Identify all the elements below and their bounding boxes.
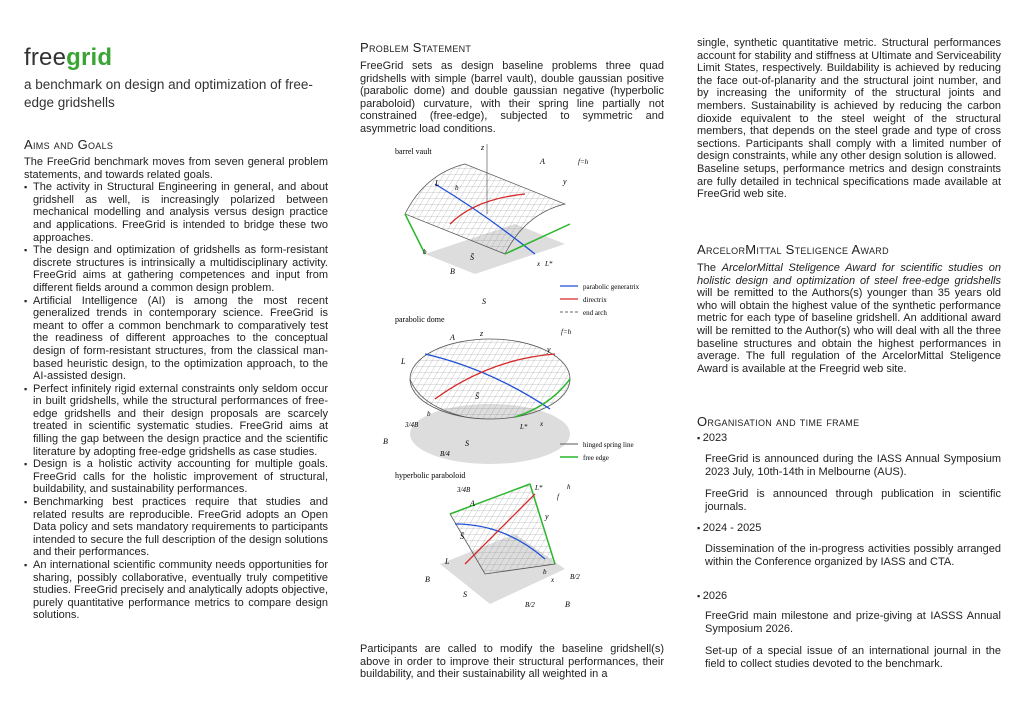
hypar-L: L <box>445 557 450 566</box>
freegrid-logo <box>24 44 112 72</box>
problem-after: Participants are called to modify the baseline gridshell(s) above in order to improve their structural performances, their buildability, and their sustainability all weighted in a <box>360 643 664 681</box>
legend-generatrix: parabolic generatrix <box>583 283 640 291</box>
subtitle: a benchmark on design and optimization of free-edge gridshells <box>24 77 313 110</box>
barrel-Lstar: L* <box>545 260 553 268</box>
hypar-diagram <box>395 471 580 609</box>
aims-item: ▪ Perfect infinitely rigid external constraints only seldom occur in built gridshells, while the structural performances of free-edge gridshells and their design proposals are scarcely treated in scientific systematic studies. FreeGrid aims at filling the gap between the design practice and the scientific literature by adopting free-edge gridshells as case studies. <box>24 383 328 459</box>
dome-B: B <box>383 437 388 446</box>
hypar-label: hyperbolic paraboloid <box>395 471 466 480</box>
aims-item: ▪ Design is a holistic activity accounting for multiple goals. FreeGrid calls for the holistic improvement of structural, buildability, and sustainability performances. <box>24 458 328 496</box>
barrel-label: barrel vault <box>395 147 432 156</box>
dome-x: x <box>540 420 544 428</box>
aims-item: ▪ The design and optimization of gridshells as form-resistant discrete structures is intrinsically a multidisciplinary activity. FreeGrid aims at gathering competences and input from different fields around a common design problem. <box>24 244 328 294</box>
aims-item: ▪ The activity in Structural Engineering in general, and about gridshell as well, is increasingly polarized between mechanical modelling and analysis versus design practice and applications. FreeGrid is intended to bridge these two approaches. <box>24 181 328 244</box>
barrel-A: A <box>540 157 545 166</box>
aims-item: ▪ Artificial Intelligence (AI) is among the most recent generalized trends in contemporary science. FreeGrid is meant to offer a common benchmark to comparatively test the readiness of different approaches to the conceptual design of form-resistant structures, from the classical man-based heuristic design, to the optimization approach, to the AI-assisted design. <box>24 295 328 383</box>
year-2023: ▪ 2023 <box>697 432 727 444</box>
problem-text: FreeGrid sets as design baseline problems three quad gridshells with simple (barrel vault), double gaussian positive (parabolic dome) and double gaussian negative (hyperbolic paraboloid) curvature, with their spring line partially not constrained (free-edge), subjected to symmetric and asymmetric load conditions. <box>360 60 664 135</box>
logo-light: free <box>24 44 67 71</box>
parabolic-dome-diagram <box>383 315 634 464</box>
legend-directrix: directrix <box>583 296 607 304</box>
barrel-z: z <box>481 144 485 152</box>
hypar-b: b <box>543 568 547 576</box>
col3-continued <box>697 37 1001 201</box>
award-rest: will be remitted to the Authors(s) younger than 35 years old who will obtain the highest value of the synthetic performance metric for each type of baseline gridshell. An additional award will be remitted to the Author(s) who will deal with all the three baseline structures and obtain the highest performances in average. The full regulation of the ArcelorMittal Steligence Award is available at the Freegrid web site. <box>697 287 1001 375</box>
barrel-b: b <box>455 184 459 192</box>
aims-body <box>24 156 328 622</box>
hypar-A: A <box>470 499 475 508</box>
barrel-fh: f=h <box>578 158 589 166</box>
award-italic: ArcelorMittal Steligence Award for scientific studies on holistic design and optimization of steel free-edge gridshells <box>697 262 1001 287</box>
hypar-f: f <box>557 493 559 501</box>
y1-text-a: FreeGrid is announced during the IASS Annual Symposium 2023 July, 10th-14th in Melbourne (AUS). <box>705 453 1001 478</box>
logo-bold: grid <box>66 44 113 71</box>
hypar-S: S <box>463 590 467 599</box>
col3-cont: single, synthetic quantitative metric. Structural performances account for stability and stiffness at Ultimate and Serviceability Limit States, respectively. Buildability is achieved by reducing the face out-of-planarity and the structural joint number, and by increasing the uniformity of the structural joints and members. Sustainability is achieved by reducing the carbon dioxide equivalent to the steel weight of the structural members, that depends on the steel grade and type of cross sections. Participants shall comply with a limited number of design constraints, while any other design solution is allowed. <box>697 37 1001 163</box>
hypar-B2: B <box>565 600 570 609</box>
dome-y: y <box>547 345 551 354</box>
barrel-S: S <box>482 297 486 306</box>
y3-text-b: Set-up of a special issue of an international journal in the field to collect studies devoted to the benchmark. <box>705 645 1001 670</box>
barrel-y: y <box>563 177 567 186</box>
year-2026: ▪ 2026 <box>697 590 727 602</box>
dome-z: z <box>480 329 484 338</box>
barrel-vault-diagram <box>395 144 640 317</box>
problem-heading: Problem Statement <box>360 40 472 55</box>
legend-hinged: hinged spring line <box>583 441 634 449</box>
aims-item: ▪ Benchmarking best practices require that studies and related results are reproducible. FreeGrid adopts an Open Data policy and sets mandatory requirements to participants intended to secure the full description of the design solutions and their performances. <box>24 496 328 559</box>
barrel-L: L <box>435 179 440 188</box>
hypar-y: y <box>545 512 549 521</box>
col3-cont2: Baseline setups, performance metrics and design constraints are fully detailed in technical specifications made available at FreeGrid web site. <box>697 162 1001 201</box>
dome-b34: 3/4B <box>405 421 419 429</box>
legend-free-edge: free edge <box>583 454 609 462</box>
org-heading: Organisation and time frame <box>697 414 860 429</box>
dome-L: L <box>401 357 406 366</box>
y2-text-a: Dissemination of the in-progress activities possibly arranged within the Conference organized by IASS and CTA. <box>705 543 1001 568</box>
award-the: The <box>697 262 716 274</box>
hypar-x: x <box>551 576 555 584</box>
gridshell-figure <box>365 144 665 644</box>
dome-S: S <box>465 439 469 448</box>
barrel-sbar: S̄ <box>470 253 474 262</box>
hypar-b2b: B/2 <box>525 601 535 609</box>
hypar-b2: B/2 <box>570 573 580 581</box>
dome-A: A <box>450 333 455 342</box>
dome-sbar: S̄ <box>475 392 479 401</box>
barrel-b2: b <box>423 248 427 256</box>
legend-end-arch: end arch <box>583 309 607 317</box>
aims-list <box>24 181 328 622</box>
aims-intro: The FreeGrid benchmark moves from seven general problem statements, and towards related goals. <box>24 156 328 181</box>
dome-fh: f=h <box>561 328 572 336</box>
y1-text-b: FreeGrid is announced through publication in scientific journals. <box>705 488 1001 513</box>
barrel-B: B <box>450 267 455 276</box>
dome-b: b <box>427 410 431 418</box>
y3-text-a: FreeGrid main milestone and prize-giving at IASSS Annual Symposium 2026. <box>705 610 1001 635</box>
dome-b4: B/4 <box>440 450 450 458</box>
hypar-b34: 3/4B <box>457 486 471 494</box>
barrel-x: x <box>537 260 541 268</box>
aims-item: ▪ An international scientific community needs opportunities for sharing, possibly collaborative, eventually truly competitive studies. FreeGrid precisely and analytically adopts objective, purely quantitative performance metrics to compare design solutions. <box>24 559 328 622</box>
year-2024-2025: ▪ 2024 - 2025 <box>697 522 761 534</box>
hypar-B: B <box>425 575 430 584</box>
award-text <box>697 262 1001 375</box>
hypar-h: h <box>567 483 571 491</box>
hypar-sbar: S̄ <box>460 532 464 541</box>
dome-label: parabolic dome <box>395 315 445 324</box>
award-heading: ArcelorMittal Steligence Award <box>697 242 889 257</box>
aims-heading: Aims and Goals <box>24 137 114 152</box>
hypar-Lstar: L* <box>535 484 543 492</box>
dome-Lstar: L* <box>520 423 528 431</box>
